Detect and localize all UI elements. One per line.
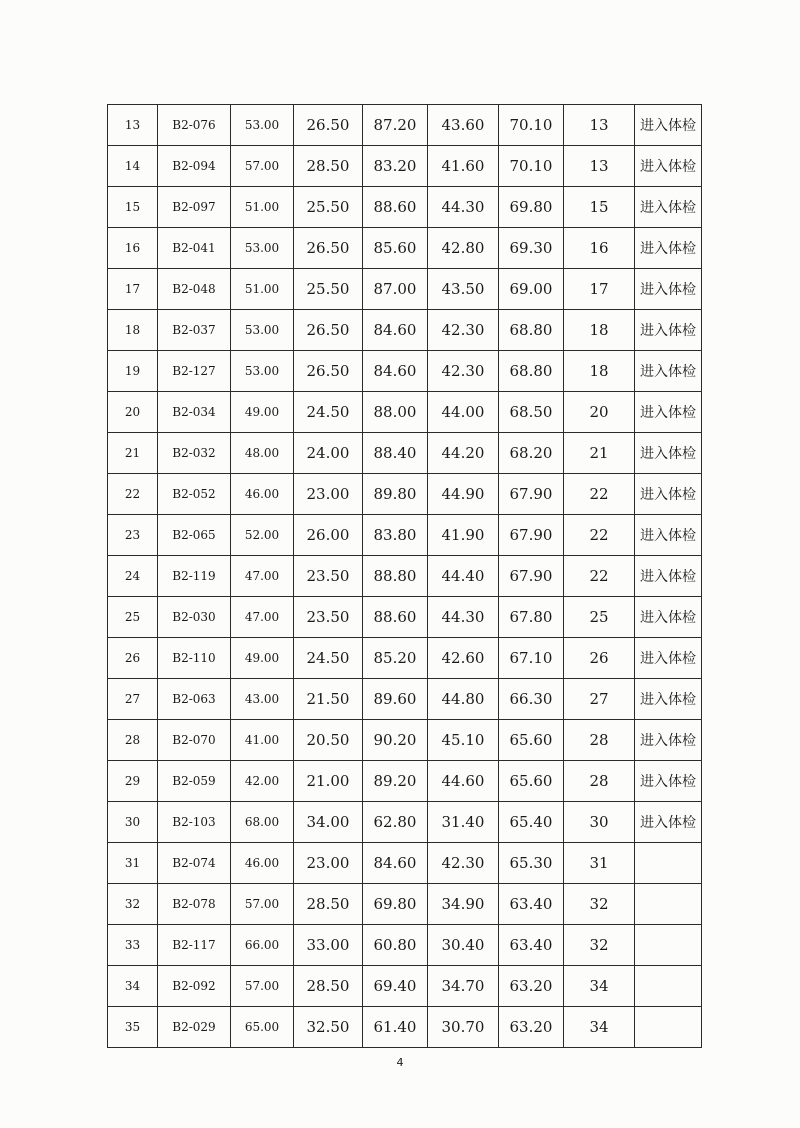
interview-weighted-score-cell: 34.70 [428, 966, 499, 1007]
rank-cell: 30 [564, 802, 635, 843]
written-weighted-score-cell: 33.00 [294, 925, 363, 966]
table-row [108, 1007, 702, 1048]
candidate-id-cell: B2-078 [158, 884, 231, 925]
written-score-cell: 42.00 [231, 761, 294, 802]
written-score-cell: 49.00 [231, 392, 294, 433]
written-score-cell: 57.00 [231, 884, 294, 925]
written-weighted-score-cell: 24.50 [294, 392, 363, 433]
total-score-cell: 70.10 [499, 146, 564, 187]
total-score-cell: 66.30 [499, 679, 564, 720]
interview-weighted-score-cell: 30.70 [428, 1007, 499, 1048]
interview-weighted-score-cell: 44.40 [428, 556, 499, 597]
result-cell: 进入体检 [635, 351, 702, 392]
total-score-cell: 63.20 [499, 1007, 564, 1048]
written-weighted-score-cell: 26.50 [294, 310, 363, 351]
interview-weighted-score-cell: 44.00 [428, 392, 499, 433]
interview-score-cell: 69.40 [363, 966, 428, 1007]
table-row [108, 392, 702, 433]
interview-score-cell: 69.80 [363, 884, 428, 925]
total-score-cell: 65.40 [499, 802, 564, 843]
table-row [108, 802, 702, 843]
table-row [108, 187, 702, 228]
written-weighted-score-cell: 28.50 [294, 966, 363, 1007]
candidate-id-cell: B2-034 [158, 392, 231, 433]
written-weighted-score-cell: 21.50 [294, 679, 363, 720]
candidate-id-cell: B2-103 [158, 802, 231, 843]
interview-score-cell: 88.00 [363, 392, 428, 433]
table-row [108, 269, 702, 310]
rank-cell: 22 [564, 556, 635, 597]
rank-cell: 22 [564, 515, 635, 556]
interview-score-cell: 83.80 [363, 515, 428, 556]
interview-score-cell: 88.40 [363, 433, 428, 474]
rank-cell: 34 [564, 1007, 635, 1048]
candidate-id-cell: B2-063 [158, 679, 231, 720]
row-number-cell: 17 [108, 269, 158, 310]
result-cell: 进入体检 [635, 515, 702, 556]
result-cell: 进入体检 [635, 474, 702, 515]
interview-score-cell: 88.80 [363, 556, 428, 597]
row-number-cell: 16 [108, 228, 158, 269]
candidate-id-cell: B2-052 [158, 474, 231, 515]
written-weighted-score-cell: 23.50 [294, 597, 363, 638]
table-row [108, 966, 702, 1007]
rank-cell: 16 [564, 228, 635, 269]
rank-cell: 25 [564, 597, 635, 638]
interview-weighted-score-cell: 43.60 [428, 105, 499, 146]
total-score-cell: 69.80 [499, 187, 564, 228]
rank-cell: 34 [564, 966, 635, 1007]
row-number-cell: 13 [108, 105, 158, 146]
rank-cell: 28 [564, 761, 635, 802]
interview-score-cell: 61.40 [363, 1007, 428, 1048]
candidate-id-cell: B2-076 [158, 105, 231, 146]
interview-weighted-score-cell: 43.50 [428, 269, 499, 310]
interview-weighted-score-cell: 41.60 [428, 146, 499, 187]
row-number-cell: 23 [108, 515, 158, 556]
interview-score-cell: 90.20 [363, 720, 428, 761]
candidate-id-cell: B2-110 [158, 638, 231, 679]
table-row [108, 925, 702, 966]
written-weighted-score-cell: 34.00 [294, 802, 363, 843]
rank-cell: 31 [564, 843, 635, 884]
written-weighted-score-cell: 32.50 [294, 1007, 363, 1048]
total-score-cell: 67.90 [499, 556, 564, 597]
result-cell [635, 925, 702, 966]
row-number-cell: 26 [108, 638, 158, 679]
total-score-cell: 68.50 [499, 392, 564, 433]
written-score-cell: 51.00 [231, 187, 294, 228]
written-score-cell: 47.00 [231, 556, 294, 597]
row-number-cell: 20 [108, 392, 158, 433]
result-cell: 进入体检 [635, 269, 702, 310]
written-weighted-score-cell: 26.50 [294, 105, 363, 146]
interview-weighted-score-cell: 44.80 [428, 679, 499, 720]
interview-weighted-score-cell: 42.80 [428, 228, 499, 269]
interview-score-cell: 84.60 [363, 310, 428, 351]
row-number-cell: 35 [108, 1007, 158, 1048]
row-number-cell: 34 [108, 966, 158, 1007]
written-score-cell: 41.00 [231, 720, 294, 761]
result-cell: 进入体检 [635, 597, 702, 638]
row-number-cell: 32 [108, 884, 158, 925]
rank-cell: 27 [564, 679, 635, 720]
written-weighted-score-cell: 21.00 [294, 761, 363, 802]
candidate-id-cell: B2-094 [158, 146, 231, 187]
total-score-cell: 67.90 [499, 474, 564, 515]
candidate-id-cell: B2-030 [158, 597, 231, 638]
table-row [108, 638, 702, 679]
result-cell: 进入体检 [635, 433, 702, 474]
row-number-cell: 27 [108, 679, 158, 720]
row-number-cell: 21 [108, 433, 158, 474]
written-score-cell: 47.00 [231, 597, 294, 638]
written-weighted-score-cell: 23.00 [294, 474, 363, 515]
candidate-id-cell: B2-074 [158, 843, 231, 884]
candidate-id-cell: B2-032 [158, 433, 231, 474]
written-score-cell: 66.00 [231, 925, 294, 966]
row-number-cell: 30 [108, 802, 158, 843]
row-number-cell: 18 [108, 310, 158, 351]
written-weighted-score-cell: 25.50 [294, 187, 363, 228]
candidate-id-cell: B2-029 [158, 1007, 231, 1048]
rank-cell: 18 [564, 351, 635, 392]
interview-weighted-score-cell: 42.30 [428, 351, 499, 392]
result-cell [635, 1007, 702, 1048]
table-row [108, 720, 702, 761]
result-cell: 进入体检 [635, 556, 702, 597]
interview-score-cell: 87.20 [363, 105, 428, 146]
result-cell: 进入体检 [635, 679, 702, 720]
total-score-cell: 67.90 [499, 515, 564, 556]
interview-score-cell: 88.60 [363, 597, 428, 638]
candidate-id-cell: B2-037 [158, 310, 231, 351]
row-number-cell: 19 [108, 351, 158, 392]
total-score-cell: 70.10 [499, 105, 564, 146]
written-score-cell: 43.00 [231, 679, 294, 720]
rank-cell: 32 [564, 925, 635, 966]
rank-cell: 15 [564, 187, 635, 228]
rank-cell: 26 [564, 638, 635, 679]
interview-weighted-score-cell: 42.60 [428, 638, 499, 679]
row-number-cell: 33 [108, 925, 158, 966]
written-score-cell: 48.00 [231, 433, 294, 474]
total-score-cell: 67.10 [499, 638, 564, 679]
row-number-cell: 15 [108, 187, 158, 228]
written-weighted-score-cell: 28.50 [294, 146, 363, 187]
total-score-cell: 63.40 [499, 884, 564, 925]
interview-weighted-score-cell: 34.90 [428, 884, 499, 925]
row-number-cell: 24 [108, 556, 158, 597]
written-score-cell: 49.00 [231, 638, 294, 679]
page-number: 4 [396, 1056, 404, 1069]
written-score-cell: 53.00 [231, 105, 294, 146]
written-weighted-score-cell: 25.50 [294, 269, 363, 310]
candidate-id-cell: B2-048 [158, 269, 231, 310]
interview-score-cell: 87.00 [363, 269, 428, 310]
interview-weighted-score-cell: 31.40 [428, 802, 499, 843]
table-row [108, 105, 702, 146]
interview-score-cell: 60.80 [363, 925, 428, 966]
result-cell [635, 966, 702, 1007]
table-row [108, 228, 702, 269]
written-weighted-score-cell: 24.50 [294, 638, 363, 679]
total-score-cell: 67.80 [499, 597, 564, 638]
rank-cell: 18 [564, 310, 635, 351]
interview-weighted-score-cell: 30.40 [428, 925, 499, 966]
table-row [108, 474, 702, 515]
interview-weighted-score-cell: 41.90 [428, 515, 499, 556]
candidate-id-cell: B2-119 [158, 556, 231, 597]
written-score-cell: 57.00 [231, 966, 294, 1007]
result-cell: 进入体检 [635, 146, 702, 187]
rank-cell: 20 [564, 392, 635, 433]
interview-score-cell: 88.60 [363, 187, 428, 228]
rank-cell: 22 [564, 474, 635, 515]
result-cell: 进入体检 [635, 310, 702, 351]
rank-cell: 21 [564, 433, 635, 474]
written-score-cell: 46.00 [231, 843, 294, 884]
written-weighted-score-cell: 23.50 [294, 556, 363, 597]
results-table [107, 104, 702, 1048]
candidate-id-cell: B2-041 [158, 228, 231, 269]
result-cell [635, 884, 702, 925]
row-number-cell: 14 [108, 146, 158, 187]
table-row [108, 884, 702, 925]
written-score-cell: 46.00 [231, 474, 294, 515]
interview-weighted-score-cell: 44.20 [428, 433, 499, 474]
row-number-cell: 28 [108, 720, 158, 761]
result-cell: 进入体检 [635, 187, 702, 228]
result-cell: 进入体检 [635, 105, 702, 146]
interview-score-cell: 83.20 [363, 146, 428, 187]
interview-weighted-score-cell: 42.30 [428, 843, 499, 884]
table-row [108, 597, 702, 638]
interview-score-cell: 84.60 [363, 843, 428, 884]
total-score-cell: 69.30 [499, 228, 564, 269]
candidate-id-cell: B2-117 [158, 925, 231, 966]
total-score-cell: 63.20 [499, 966, 564, 1007]
result-cell: 进入体检 [635, 802, 702, 843]
interview-score-cell: 89.20 [363, 761, 428, 802]
table-row [108, 556, 702, 597]
interview-score-cell: 85.60 [363, 228, 428, 269]
rank-cell: 13 [564, 146, 635, 187]
result-cell: 进入体检 [635, 392, 702, 433]
result-cell: 进入体检 [635, 761, 702, 802]
rank-cell: 32 [564, 884, 635, 925]
result-cell: 进入体检 [635, 228, 702, 269]
candidate-id-cell: B2-059 [158, 761, 231, 802]
written-score-cell: 53.00 [231, 310, 294, 351]
total-score-cell: 69.00 [499, 269, 564, 310]
table-row [108, 679, 702, 720]
written-weighted-score-cell: 26.00 [294, 515, 363, 556]
interview-weighted-score-cell: 44.30 [428, 187, 499, 228]
total-score-cell: 68.80 [499, 310, 564, 351]
written-weighted-score-cell: 20.50 [294, 720, 363, 761]
written-weighted-score-cell: 26.50 [294, 351, 363, 392]
table-row [108, 433, 702, 474]
result-cell [635, 843, 702, 884]
written-weighted-score-cell: 24.00 [294, 433, 363, 474]
interview-score-cell: 89.80 [363, 474, 428, 515]
candidate-id-cell: B2-065 [158, 515, 231, 556]
total-score-cell: 63.40 [499, 925, 564, 966]
results-table-body [108, 105, 702, 1048]
table-row [108, 310, 702, 351]
row-number-cell: 25 [108, 597, 158, 638]
interview-weighted-score-cell: 45.10 [428, 720, 499, 761]
table-row [108, 351, 702, 392]
total-score-cell: 65.60 [499, 720, 564, 761]
candidate-id-cell: B2-127 [158, 351, 231, 392]
written-score-cell: 65.00 [231, 1007, 294, 1048]
written-score-cell: 53.00 [231, 351, 294, 392]
candidate-id-cell: B2-092 [158, 966, 231, 1007]
written-weighted-score-cell: 23.00 [294, 843, 363, 884]
result-cell: 进入体检 [635, 720, 702, 761]
total-score-cell: 68.80 [499, 351, 564, 392]
candidate-id-cell: B2-097 [158, 187, 231, 228]
result-cell: 进入体检 [635, 638, 702, 679]
rank-cell: 28 [564, 720, 635, 761]
written-score-cell: 57.00 [231, 146, 294, 187]
table-row [108, 761, 702, 802]
total-score-cell: 68.20 [499, 433, 564, 474]
row-number-cell: 31 [108, 843, 158, 884]
row-number-cell: 29 [108, 761, 158, 802]
written-score-cell: 53.00 [231, 228, 294, 269]
interview-weighted-score-cell: 44.90 [428, 474, 499, 515]
interview-score-cell: 62.80 [363, 802, 428, 843]
written-weighted-score-cell: 26.50 [294, 228, 363, 269]
row-number-cell: 22 [108, 474, 158, 515]
interview-weighted-score-cell: 44.60 [428, 761, 499, 802]
total-score-cell: 65.60 [499, 761, 564, 802]
table-row [108, 843, 702, 884]
total-score-cell: 65.30 [499, 843, 564, 884]
table-row [108, 515, 702, 556]
written-weighted-score-cell: 28.50 [294, 884, 363, 925]
interview-score-cell: 84.60 [363, 351, 428, 392]
candidate-id-cell: B2-070 [158, 720, 231, 761]
interview-weighted-score-cell: 42.30 [428, 310, 499, 351]
written-score-cell: 52.00 [231, 515, 294, 556]
written-score-cell: 68.00 [231, 802, 294, 843]
interview-score-cell: 89.60 [363, 679, 428, 720]
interview-score-cell: 85.20 [363, 638, 428, 679]
rank-cell: 13 [564, 105, 635, 146]
table-row [108, 146, 702, 187]
written-score-cell: 51.00 [231, 269, 294, 310]
rank-cell: 17 [564, 269, 635, 310]
interview-weighted-score-cell: 44.30 [428, 597, 499, 638]
